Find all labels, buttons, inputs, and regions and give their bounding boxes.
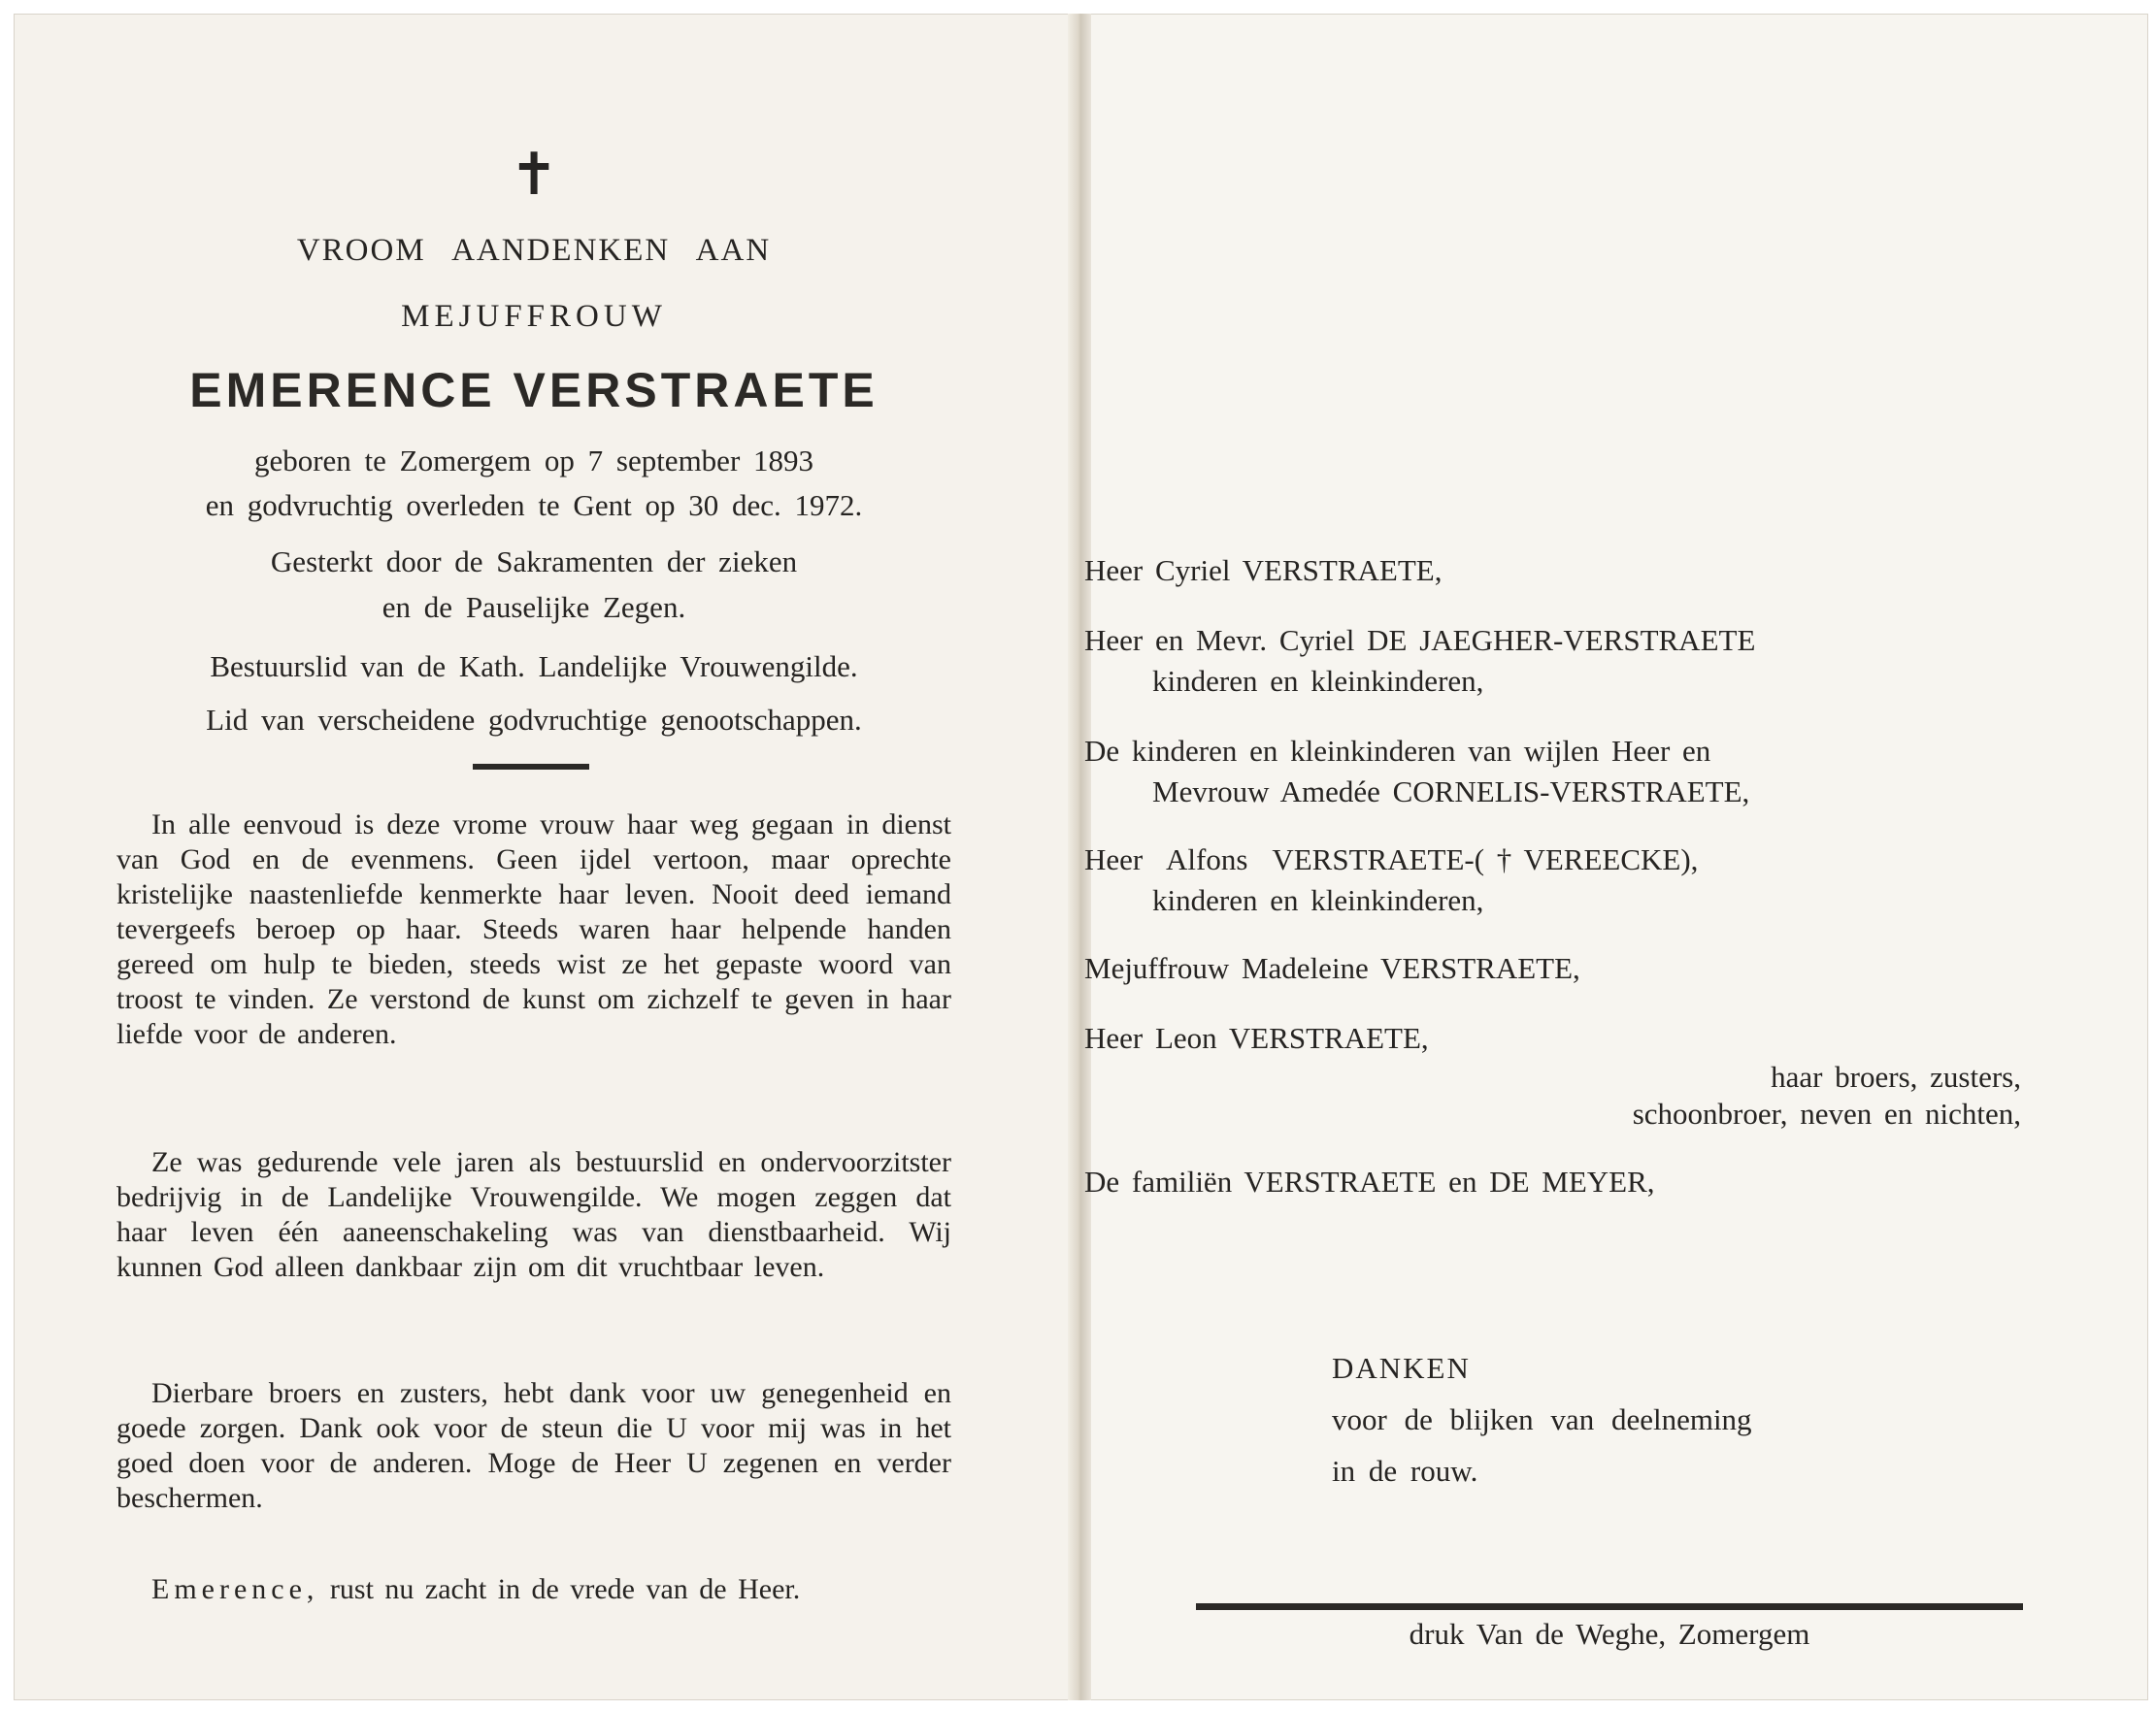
birth-info: geboren te Zomergem op 7 september 1893 — [253, 444, 814, 477]
member-line: Lid van verscheidene godvruchtige genootschappen. — [206, 703, 862, 737]
deceased-name: EMERENCE VERSTRAETE — [189, 363, 879, 417]
board-member-line: Bestuurslid van de Kath. Landelijke Vrouwengilde. — [210, 649, 858, 683]
family-line: Heer Cyriel VERSTRAETE, — [1084, 553, 1443, 587]
family-line: kinderen en kleinkinderen, — [1152, 883, 1484, 917]
family-line: Mevrouw Amedée CORNELIS-VERSTRAETE, — [1152, 774, 1750, 808]
sacraments-line-2: en de Pauselijke Zegen. — [381, 590, 686, 624]
tribute-text-3: Dierbare broers en zusters, hebt dank voor uw genegenheid en goede zorgen. Dank ook voor de steun die U voor mij was in het goed doen voor de anderen. Moge de Heer U zegenen en verder beschermen. — [116, 1377, 951, 1514]
printer-credit: druk Van de Weghe, Zomergem — [1409, 1617, 1810, 1651]
death-info: en godvruchtig overleden te Gent op 30 dec. 1972. — [205, 488, 863, 522]
thanks-title: DANKEN — [1332, 1351, 1471, 1385]
memorial-title-prefix: MEJUFFROUW — [401, 299, 667, 334]
cross-icon: ✝ — [509, 141, 559, 209]
tribute-paragraph-4 — [116, 1572, 951, 1607]
divider — [1196, 1603, 2023, 1610]
tribute-paragraph-1 — [116, 807, 951, 1052]
divider — [473, 764, 589, 770]
memorial-heading: VROOM AANDENKEN AAN — [296, 233, 772, 268]
thanks-line-1: voor de blijken van deelneming — [1332, 1402, 1752, 1436]
family-line: Mejuffrouw Madeleine VERSTRAETE, — [1084, 951, 1580, 985]
family-relation-line: haar broers, zusters, — [1771, 1060, 2021, 1094]
tribute-paragraph-2 — [116, 1145, 951, 1285]
tribute-closing: rust nu zacht in de vrede van de Heer. — [318, 1573, 801, 1605]
family-line: kinderen en kleinkinderen, — [1152, 664, 1484, 698]
family-relation-line: schoonbroer, neven en nichten, — [1632, 1097, 2021, 1131]
family-line: De familiën VERSTRAETE en DE MEYER, — [1084, 1165, 1655, 1199]
tribute-text-2: Ze was gedurende vele jaren als bestuurslid en ondervoorzitster bedrijvig in de Landelijke Vrouwengilde. We mogen zeggen dat haar leven één aaneenschakeling was van dienstbaarheid. Wij kunnen God alleen dankbaar zijn om dit vruchtbaar leven. — [116, 1146, 951, 1283]
tribute-name: Emerence, — [151, 1573, 319, 1605]
family-line: Heer Alfons VERSTRAETE-( † VEREECKE), — [1084, 842, 1699, 876]
family-line: Heer en Mevr. Cyriel DE JAEGHER-VERSTRAETE — [1084, 623, 1756, 657]
tribute-text-1: In alle eenvoud is deze vrome vrouw haar weg gegaan in dienst van God en de evenmens. Geen ijdel vertoon, maar oprechte kristelijke naastenliefde kenmerkte haar leven. Nooit deed iemand tevergeefs beroep op haar. Steeds waren haar helpende handen gereed om hulp te bieden, steeds wist ze het gepaste woord van troost te vinden. Ze verstond de kunst om zichzelf te geven in haar liefde voor de anderen. — [116, 808, 951, 1050]
tribute-paragraph-3 — [116, 1376, 951, 1516]
family-line: Heer Leon VERSTRAETE, — [1084, 1021, 1429, 1055]
family-line: De kinderen en kleinkinderen van wijlen Heer en — [1084, 734, 1711, 768]
sacraments-line-1: Gesterkt door de Sakramenten der zieken — [270, 544, 798, 578]
thanks-line-2: in de rouw. — [1332, 1454, 1478, 1488]
